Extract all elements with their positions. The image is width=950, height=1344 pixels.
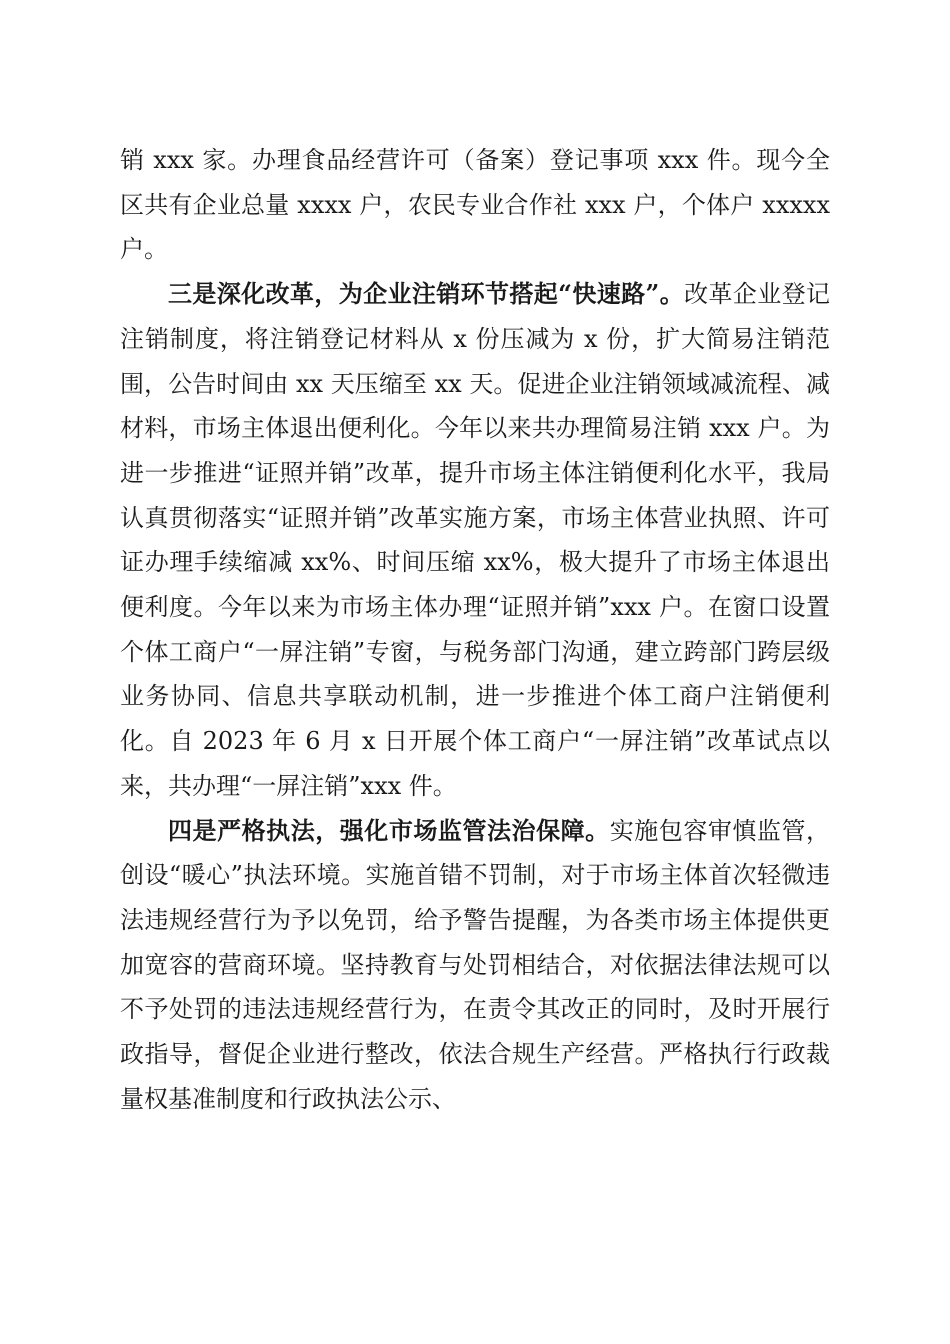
paragraph-enforcement [120,809,830,1122]
paragraph-text: 实施包容审慎监管，创设“暖心”执法环境。实施首错不罚制，对于市场主体首次轻微违法违规经营行为予以免罚，给予警告提醒，为各类市场主体提供更加宽容的营商环境。坚持教育与处罚相结合，对依据法律法规可以不予处罚的违法违规经营行为，在责令其改正的同时，及时开展行政指导，督促企业进行整改，依法合规生产经营。严格执行行政裁量权基准制度和行政执法公示、 [120,816,831,1113]
paragraph-continuation [120,138,830,272]
paragraph-heading: 三是深化改革，为企业注销环节搭起“快速路”。 [168,279,685,309]
paragraph-reform [120,272,830,808]
paragraph-text: 销 xxx 家。办理食品经营许可（备案）登记事项 xxx 件。现今全区共有企业总量 xxxx 户，农民专业合作社 xxx 户，个体户 xxxxx 户。 [120,146,830,264]
paragraph-text: 改革企业登记注销制度，将注销登记材料从 x 份压减为 x 份，扩大简易注销范围，公告时间由 xx 天压缩至 xx 天。促进企业注销领域减流程、减材料，市场主体退出便利化。今年以来共办理简易注销 xxx 户。为进一步推进“证照并销”改革，提升市场主体注销便利化水平，我局认真贯彻落实“证照并销”改革实施方案，市场主体营业执照、许可证办理手续缩减 xx%、时间压缩 xx%，极大提升了市场主体退出便利度。今年以来为市场主体办理“证照并销”xxx 户。在窗口设置个体工商户“一屏注销”专窗，与税务部门沟通，建立跨部门跨层级业务协同、信息共享联动机制，进一步推进个体工商户注销便利化。自 2023 年 6 月 x 日开展个体工商户“一屏注销”改革试点以来，共办理“一屏注销”xxx 件。 [120,280,831,800]
paragraph-heading: 四是严格执法，强化市场监管法治保障。 [168,815,610,845]
document-body [120,138,830,1121]
